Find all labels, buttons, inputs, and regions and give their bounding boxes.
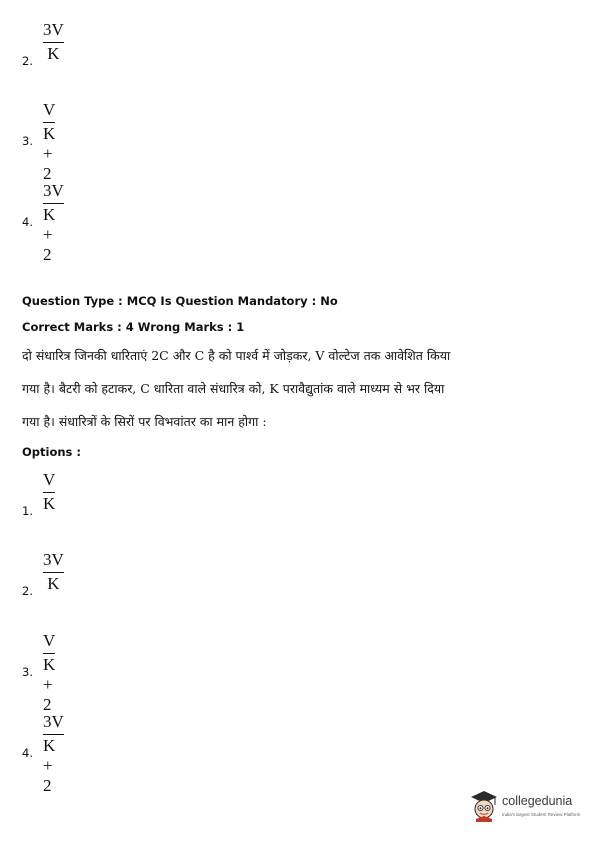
marks-line: Correct Marks : 4 Wrong Marks : 1 — [22, 320, 245, 334]
numerator: 3V — [43, 181, 64, 200]
denominator: K — [47, 574, 60, 593]
numerator: V — [43, 631, 56, 650]
question-text: दो संधारित्र जिनकी धारिताएं 2C और C है को पार्श्व में जोड़कर, V वोल्टेज तक आवेशित किया गया है। बैटरी को हटाकर, C धारिता वाले संधारित्र को, K परावैद्युतांक वाले माध्यम से भर दिया गया है। संधारित्रों के सिरों पर विभवांतर का मान होगा : — [22, 348, 451, 429]
option-number: 1. — [22, 504, 33, 518]
question-type-line: Question Type : MCQ Is Question Mandatory : No — [22, 294, 338, 308]
brand-name: collegedunia — [502, 794, 573, 808]
fraction — [43, 181, 64, 265]
fraction — [43, 550, 64, 594]
numerator: V — [43, 100, 56, 119]
fraction — [43, 712, 64, 796]
fraction-bar — [43, 203, 64, 204]
brand-tagline: India's largest Student Review Platform — [502, 812, 581, 817]
numerator: 3V — [43, 712, 64, 731]
fraction-bar — [43, 653, 55, 654]
denominator: K — [47, 44, 60, 63]
fraction-bar — [43, 734, 64, 735]
fraction — [43, 470, 55, 514]
fraction — [43, 100, 55, 184]
fraction-bar — [43, 492, 55, 493]
fraction-bar — [43, 42, 64, 43]
option-number: 3. — [22, 665, 33, 679]
denominator: K + 2 — [43, 736, 56, 795]
denominator: K + 2 — [43, 124, 56, 183]
numerator: V — [43, 470, 56, 489]
fraction-bar — [43, 122, 55, 123]
fraction — [43, 631, 55, 715]
denominator: K — [43, 494, 56, 513]
numerator: 3V — [43, 550, 64, 569]
option-number: 2. — [22, 54, 33, 68]
option-number: 3. — [22, 134, 33, 148]
option-number: 2. — [22, 584, 33, 598]
graduate-mascot-icon — [468, 788, 500, 822]
numerator: 3V — [43, 20, 64, 39]
fraction-bar — [43, 572, 64, 573]
option-number: 4. — [22, 746, 33, 760]
option-number: 4. — [22, 215, 33, 229]
collegedunia-logo — [468, 788, 586, 824]
fraction — [43, 20, 64, 64]
denominator: K + 2 — [43, 655, 56, 714]
options-label: Options : — [22, 445, 81, 459]
denominator: K + 2 — [43, 205, 56, 264]
